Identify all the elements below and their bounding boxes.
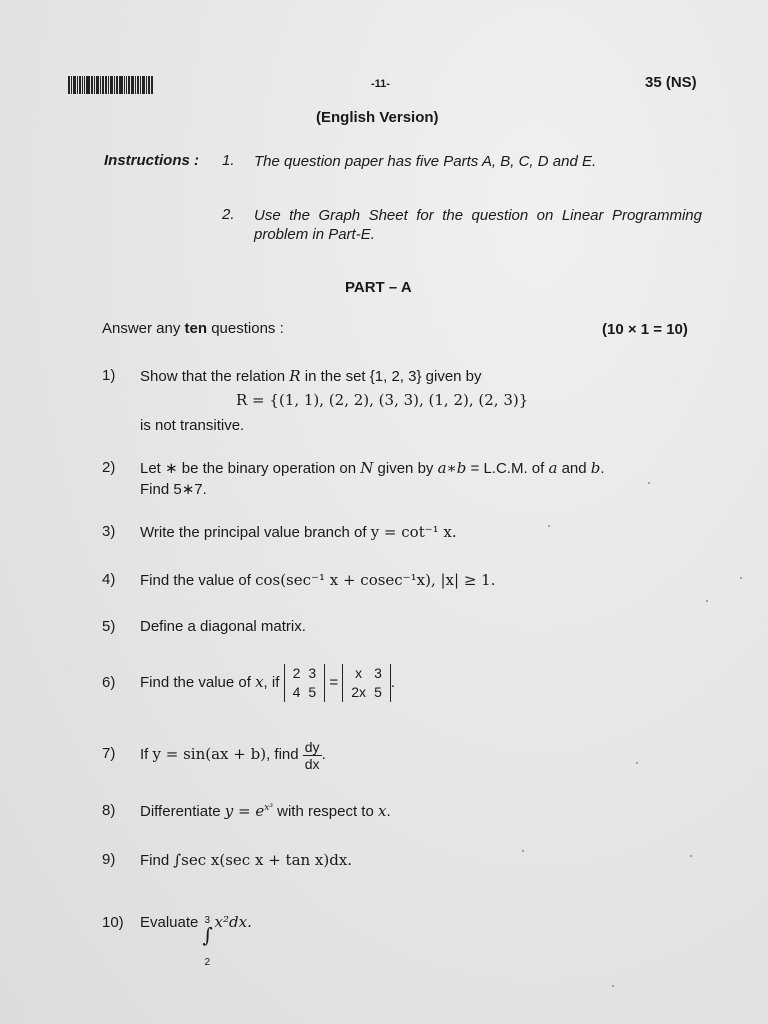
- question-text: is not transitive.: [140, 417, 245, 434]
- paper-speck: [636, 762, 638, 764]
- question-text: Evaluate 3 ∫ 2 x²dx.: [140, 898, 252, 947]
- question-text: Show that the relation R in the set {1, 2, 3} given by: [140, 367, 482, 385]
- question-text: Let ∗ be the binary operation on N given by a∗b = L.C.M. of a and b.: [140, 459, 605, 477]
- paper-speck: [548, 525, 550, 527]
- definite-integral-sign: 3 ∫ 2: [202, 915, 213, 969]
- question-number: 1): [102, 367, 116, 384]
- instructions-label: Instructions :: [104, 152, 200, 169]
- question-number: 4): [102, 571, 116, 588]
- question-number: 2): [102, 459, 116, 476]
- paper-speck: [522, 850, 524, 852]
- instruction-text: Use the Graph Sheet for the question on Linear Programming problem in Part-E.: [254, 207, 702, 243]
- question-number: 7): [102, 745, 116, 762]
- relation-expression: R = {(1, 1), (2, 2), (3, 3), (1, 2), (2, 3)}: [236, 391, 529, 409]
- question-text: If y = sin(ax + b), find $\frac{dy}{dx}$ .: [140, 738, 326, 772]
- paper-speck: [648, 482, 650, 484]
- question-text: Find the value of cos(sec⁻¹ x + cosec⁻¹x), |x| ≥ 1.: [140, 571, 496, 589]
- version-heading: (English Version): [316, 109, 439, 126]
- instruction-number: 1.: [222, 152, 235, 169]
- question-text: Write the principal value branch of y = cot⁻¹ x.: [140, 523, 457, 541]
- paper-speck: [612, 985, 614, 987]
- marks-allocation: (10 × 1 = 10): [602, 321, 688, 338]
- instruction-number: 2.: [222, 206, 235, 223]
- question-number: 3): [102, 523, 116, 540]
- question-text: Differentiate $y = e^{x^3}$ with respect to x.: [140, 802, 391, 820]
- answer-instruction: Answer any ten questions :: [102, 320, 284, 337]
- page-number: -11-: [371, 78, 390, 90]
- question-text: Find the value of x, if 2 3 4 5 = x 3 2x 5 .: [140, 665, 396, 701]
- paper-speck: [706, 600, 708, 602]
- part-title: PART – A: [345, 279, 412, 296]
- question-number: 5): [102, 618, 116, 635]
- instruction-text: The question paper has five Parts A, B, C, D and E.: [254, 153, 597, 170]
- determinant-left: 2 3 4 5: [284, 664, 326, 702]
- question-text: Define a diagonal matrix.: [140, 618, 306, 635]
- question-text: Find ∫sec x(sec x + tan x)dx.: [140, 851, 353, 869]
- paper-code: 35 (NS): [645, 74, 697, 91]
- question-number: 9): [102, 851, 116, 868]
- paper-speck: [740, 577, 742, 579]
- determinant-right: x 3 2x 5: [342, 664, 391, 702]
- question-number: 6): [102, 674, 116, 691]
- barcode: [68, 76, 172, 94]
- derivative-fraction: $\frac{dy}{dx}$: [304, 738, 320, 772]
- paper-speck: [690, 855, 692, 857]
- question-text: Find 5∗7.: [140, 481, 207, 498]
- question-number: 10): [102, 914, 124, 931]
- question-number: 8): [102, 802, 116, 819]
